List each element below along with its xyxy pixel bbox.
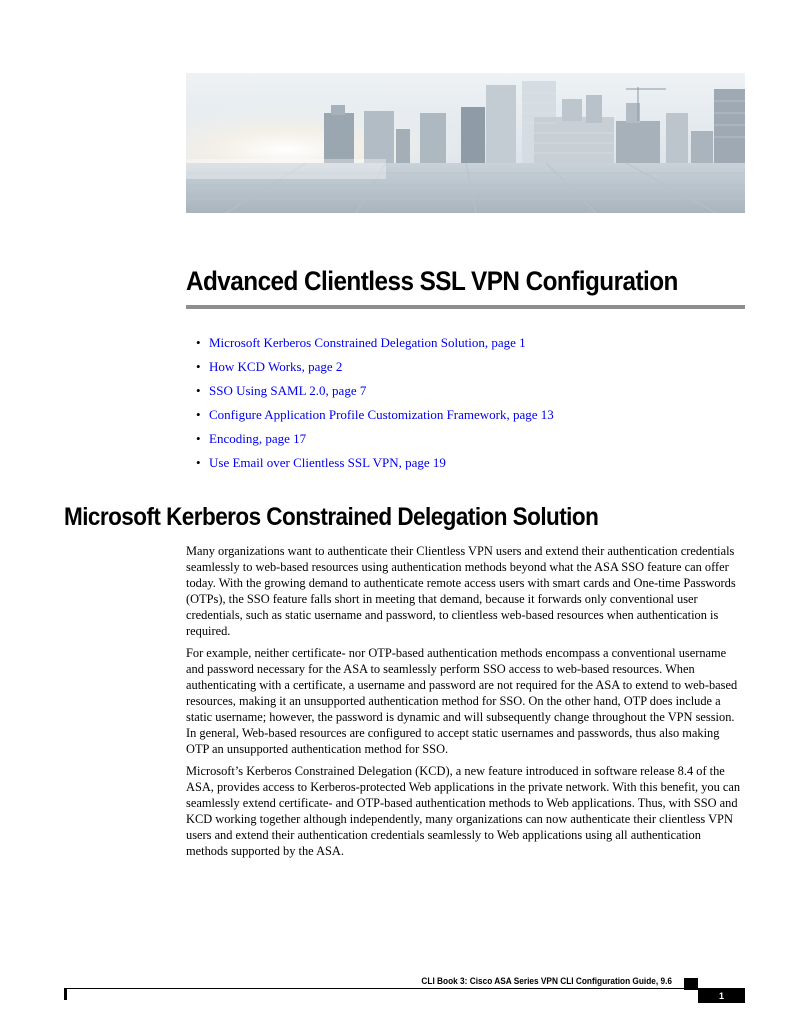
toc-link-encoding[interactable]: Encoding, page 17 xyxy=(209,431,307,446)
bullet-icon: • xyxy=(196,359,201,374)
bullet-icon: • xyxy=(196,455,201,470)
header-banner-image xyxy=(186,73,745,213)
bullet-icon: • xyxy=(196,383,201,398)
section-title: Microsoft Kerberos Constrained Delegation Solution xyxy=(64,503,599,531)
chapter-title: Advanced Clientless SSL VPN Configuration xyxy=(186,266,678,296)
toc-item xyxy=(186,429,554,453)
toc-link-kcd-solution[interactable]: Microsoft Kerberos Constrained Delegation Solution, page 1 xyxy=(209,335,526,350)
toc-link-how-kcd-works[interactable]: How KCD Works, page 2 xyxy=(209,359,343,374)
bullet-icon: • xyxy=(196,407,201,422)
bullet-icon: • xyxy=(196,431,201,446)
toc-link-app-profile[interactable]: Configure Application Profile Customization Framework, page 13 xyxy=(209,407,554,422)
toc-item xyxy=(186,453,554,477)
page-number: 1 xyxy=(698,989,745,1003)
section-body xyxy=(186,543,745,865)
toc-item xyxy=(186,381,554,405)
footer-rule xyxy=(64,988,745,989)
toc-item xyxy=(186,333,554,357)
toc-item xyxy=(186,357,554,381)
body-paragraph: For example, neither certificate- nor OTP-based authentication methods encompass a conventional username and password necessary for the ASA to seamlessly perform SSO access to web-based resources. When authenticating with a certificate, a username and password are not required for the ASA to extend to web-based resources, making it an unsupported authentication method for SSO. On the other hand, OTP does include a static username; however, the password is dynamic and will subsequently change throughout the VPN session. In general, Web-based resources are configured to accept static usernames and passwords, thus also making OTP an unsupported authentication method for SSO. xyxy=(186,646,738,756)
body-paragraph: Many organizations want to authenticate their Clientless VPN users and extend their authentication credentials seamlessly to web-based resources using authentication methods beyond what the ASA SSO feature can offer today. With the growing demand to authenticate remote access users with smart cards and One-time Passwords (OTPs), the SSO feature falls short in meeting that demand, because it forwards only conventional user credentials, such as static username and password, to clientless web-based resources when authentication is required. xyxy=(186,544,736,638)
chapter-toc xyxy=(186,333,554,477)
toc-link-email[interactable]: Use Email over Clientless SSL VPN, page 19 xyxy=(209,455,446,470)
title-rule xyxy=(186,305,745,309)
footer-tick xyxy=(64,989,67,1000)
body-paragraph: Microsoft’s Kerberos Constrained Delegation (KCD), a new feature introduced in software release 8.4 of the ASA, provides access to Kerberos-protected Web applications in the private network. With this benefit, you can seamlessly extend certificate- and OTP-based authentication methods to Web applications. Thus, with SSO and KCD working together although independently, many organizations can now authenticate their clientless VPN users and extend their authentication credentials seamlessly to Web applications using all authentication methods supported by the ASA. xyxy=(186,764,741,858)
bullet-icon: • xyxy=(196,335,201,350)
toc-link-sso-saml[interactable]: SSO Using SAML 2.0, page 7 xyxy=(209,383,367,398)
footer-book-title: CLI Book 3: Cisco ASA Series VPN CLI Configuration Guide, 9.6 xyxy=(421,976,672,986)
toc-item xyxy=(186,405,554,429)
city-skyline-illustration xyxy=(186,73,745,213)
